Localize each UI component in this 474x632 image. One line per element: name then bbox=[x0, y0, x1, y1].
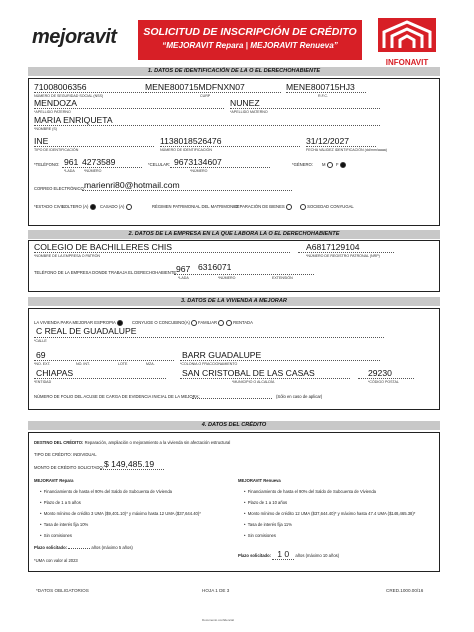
genero-m-radio[interactable] bbox=[327, 162, 333, 168]
telefono-label: *TELÉFONO: bbox=[34, 162, 60, 167]
cp-label: *CÓDIGO POSTAL bbox=[368, 380, 399, 384]
nombre-value: MARIA ENRIQUETA bbox=[34, 115, 113, 125]
destino-label: DESTINO DEL CRÉDITO: Reparación, ampliación o mejoramiento a la vivienda sin afectación estructural bbox=[34, 440, 231, 445]
monto-label: MONTO DE CRÉDITO SOLICITADO: bbox=[34, 465, 104, 470]
rfc-label: R.F.C. bbox=[318, 94, 328, 98]
regimen-separacion-radio[interactable] bbox=[286, 204, 292, 210]
calle-value: C REAL DE GUADALUPE bbox=[36, 326, 137, 336]
celular-numero-label: *NÚMERO bbox=[190, 169, 208, 173]
colonia-label: *COLONIA O FRACCIONAMIENTO bbox=[180, 362, 238, 366]
form-code: CRED.1000.00/16 bbox=[386, 588, 424, 593]
renueva-list bbox=[244, 489, 434, 544]
fecha-id-value: 31/12/2027 bbox=[306, 136, 350, 146]
monto-value: $ 149,485.19 bbox=[104, 459, 155, 469]
telefono-lada: 961 bbox=[64, 157, 79, 167]
repara-plazo[interactable]: Plazo solicitado: años (máximo 5 años) bbox=[34, 545, 133, 550]
cp-value: 29230 bbox=[368, 368, 392, 378]
num-id-value: 1138018526476 bbox=[160, 136, 222, 146]
regimen-label: RÉGIMEN PATRIMONIAL DEL MATRIMONIO: bbox=[152, 204, 239, 209]
num-id-label: NÚMERO DE IDENTIFICACIÓN bbox=[160, 148, 212, 152]
apellido-paterno-value: MENDOZA bbox=[34, 98, 77, 108]
repara-item: • Financiamiento de hasta el 90% del Saldo de Subcuenta de Vivienda bbox=[40, 489, 172, 494]
renueva-item: • Tasa de interés fija 11% bbox=[244, 522, 292, 527]
vivienda-conyuge-radio[interactable] bbox=[191, 320, 197, 326]
page-number: HOJA 1 DE 3 bbox=[202, 588, 230, 593]
genero-f[interactable]: F bbox=[336, 162, 346, 168]
fecha-id-label: FECHA VALIDEZ IDENTIFICACIÓN (dd/mm/aaaa) bbox=[306, 148, 388, 152]
entidad-value: CHIAPAS bbox=[36, 368, 74, 378]
empresa-lada: 967 bbox=[176, 264, 191, 274]
empresa-numero-label: *NÚMERO bbox=[218, 276, 236, 280]
renueva-item: • Plazo de 1 a 10 años bbox=[244, 500, 288, 505]
renueva-title: MEJORAVIT Renueva bbox=[238, 478, 281, 483]
repara-list bbox=[40, 489, 230, 544]
mejoravit-logo bbox=[32, 26, 116, 49]
regimen-conyugal-radio[interactable] bbox=[300, 204, 306, 210]
colonia-value: BARR GUADALUPE bbox=[182, 350, 262, 360]
section-3-title: 3. DATOS DE LA VIVIENDA A MEJORAR bbox=[28, 297, 440, 306]
nombre-label: *NOMBRE (S) bbox=[34, 127, 57, 131]
genero-f-radio[interactable] bbox=[340, 162, 346, 168]
folio-note: (Sólo en caso de aplicar) bbox=[276, 394, 323, 399]
civil-soltero[interactable]: SOLTERO (A) bbox=[62, 204, 96, 210]
civil-soltero-radio[interactable] bbox=[90, 204, 96, 210]
empresa-telefono-label: TELÉFONO DE LA EMPRESA DONDE TRABAJA EL DERECHOHABIENTE: bbox=[34, 270, 178, 275]
empresa-extension-label: EXTENSIÓN bbox=[272, 276, 293, 280]
rfc-value: MENE800715HJ3 bbox=[286, 82, 355, 92]
apellido-paterno-label: *APELLIDO PATERNO bbox=[34, 110, 71, 114]
civil-casado[interactable]: CASADO (A) bbox=[100, 204, 132, 210]
form-subtitle: “MEJORAVIT Repara | MEJORAVIT Renueva” bbox=[162, 41, 338, 50]
celular-numero: 9673134607 bbox=[174, 157, 222, 167]
telefono-lada-label: *LADA bbox=[64, 169, 75, 173]
section-1-title: 1. DATOS DE IDENTIFICACIÓN DE LA O EL DERECHOHABIENTE bbox=[28, 67, 440, 76]
renueva-plazo[interactable]: Plazo solicitado: 1 0 años (máximo 10 años) bbox=[238, 549, 340, 559]
folio-label: NÚMERO DE FOLIO DEL ACUSE DE CARGA DE EVIDENCIA INICIAL DE LA MEJORA: bbox=[34, 394, 200, 399]
vivienda-rentada-radio[interactable] bbox=[226, 320, 232, 326]
curp-value: MENE800715MDFNXN07 bbox=[145, 82, 245, 92]
num-ext-value: 69 bbox=[36, 350, 46, 360]
header-banner bbox=[138, 20, 362, 60]
civil-casado-radio[interactable] bbox=[126, 204, 132, 210]
section-4-title: 4. DATOS DEL CRÉDITO bbox=[28, 421, 440, 430]
email-label: CORREO ELECTRÓNICO: bbox=[34, 186, 85, 191]
empresa-value: COLEGIO DE BACHILLERES CHIS bbox=[34, 242, 173, 252]
repara-title: MEJORAVIT Repara bbox=[34, 478, 74, 483]
vivienda-propia[interactable]: PROPIA bbox=[100, 320, 123, 326]
vivienda-familiar[interactable]: FAMILIAR bbox=[198, 320, 224, 326]
tipo-credito: TIPO DE CRÉDITO: INDIVIDUAL bbox=[34, 452, 97, 457]
empresa-lada-label: *LADA bbox=[178, 276, 189, 280]
vivienda-rentada[interactable]: RENTADA bbox=[226, 320, 253, 326]
municipio-label: *MUNICIPIO O ALCALDÍA bbox=[232, 380, 275, 384]
num-ext-label: *NO. EXT. bbox=[34, 362, 51, 366]
vivienda-familiar-radio[interactable] bbox=[218, 320, 224, 326]
section-2-title: 2. DATOS DE LA EMPRESA EN LA QUE LABORA LA O EL DERECHOHABIENTE bbox=[28, 230, 440, 239]
curp-label: CURP bbox=[200, 94, 211, 98]
nrp-label: *NÚMERO DE REGISTRO PATRONAL (NRP) bbox=[306, 254, 380, 258]
datos-obligatorios: *DATOS OBLIGATORIOS bbox=[36, 588, 89, 593]
calle-label: *CALLE bbox=[34, 339, 47, 343]
infonavit-logo bbox=[378, 18, 436, 67]
renueva-plazo-value: 1 0 bbox=[272, 549, 294, 560]
uma-note: *UMA con valor al 2023 bbox=[34, 558, 78, 563]
nss-value: 71008006356 bbox=[34, 82, 87, 92]
municipio-value: SAN CRISTOBAL DE LAS CASAS bbox=[182, 368, 315, 378]
tipo-id-label: TIPO DE IDENTIFICACIÓN bbox=[34, 148, 79, 152]
estado-civil-label: *ESTADO CIVIL: bbox=[34, 204, 66, 209]
telefono-numero: 4273589 bbox=[82, 157, 116, 167]
tipo-id-value: INE bbox=[34, 136, 49, 146]
regimen-conyugal[interactable]: SOCIEDAD CONYUGAL bbox=[300, 204, 354, 210]
vivienda-label: LA VIVIENDA PARA MEJORAR ES: bbox=[34, 320, 101, 325]
entidad-label: *ENTIDAD bbox=[34, 380, 52, 384]
nss-label: NÚMERO DE SEGURIDAD SOCIAL (NSS) bbox=[34, 94, 104, 98]
renueva-item: • Sin comisiones bbox=[244, 533, 276, 538]
genero-label: *GÉNERO: bbox=[292, 162, 313, 167]
empresa-label: *NOMBRE DE LA EMPRESA O PATRÓN bbox=[34, 254, 100, 258]
apellido-materno-value: NUNEZ bbox=[230, 98, 260, 108]
email-value: marienri80@hotmail.com bbox=[84, 180, 180, 190]
mza-label: MZA. bbox=[146, 362, 155, 366]
lote-label: LOTE bbox=[118, 362, 128, 366]
num-int-label: NO. INT. bbox=[76, 362, 90, 366]
repara-item: • Sin comisiones bbox=[40, 533, 72, 538]
renueva-item: • Monto mínimo de crédito 12 UMA ($37,644.40)* y máximo hasta 47.4 UMA ($148,465.38)* bbox=[244, 511, 416, 516]
mejoravit-logo-text: mejoravit bbox=[32, 26, 117, 48]
infonavit-wordmark: INFONAVIT bbox=[385, 58, 429, 67]
bottom-note: Documento confidencial bbox=[202, 618, 235, 622]
regimen-separacion[interactable]: SEPARACIÓN DE BIENES bbox=[234, 204, 292, 210]
celular-label: *CELULAR: bbox=[148, 162, 171, 167]
renueva-item: • Financiamiento de hasta el 90% del Saldo de Subcuenta de Vivienda bbox=[244, 489, 376, 494]
vivienda-conyuge[interactable]: CONYUGE O CONCUBINO(A) bbox=[132, 320, 197, 326]
repara-item: • Plazo de 1 a 5 años bbox=[40, 500, 81, 505]
repara-item: • Monto mínimo de crédito 3 UMA ($9,401.10)* y máximo hasta 12 UMA ($37,644.40)* bbox=[40, 511, 201, 516]
form-title: SOLICITUD DE INSCRIPCIÓN DE CRÉDITO bbox=[143, 26, 357, 38]
apellido-materno-label: *APELLIDO MATERNO bbox=[230, 110, 268, 114]
genero-m[interactable]: M bbox=[322, 162, 333, 168]
telefono-numero-label: *NÚMERO bbox=[84, 169, 102, 173]
empresa-numero: 6316071 bbox=[198, 262, 232, 272]
nrp-value: A6817129104 bbox=[306, 242, 360, 252]
infonavit-house-icon bbox=[378, 18, 436, 52]
repara-item: • Tasa de interés fija 10% bbox=[40, 522, 89, 527]
